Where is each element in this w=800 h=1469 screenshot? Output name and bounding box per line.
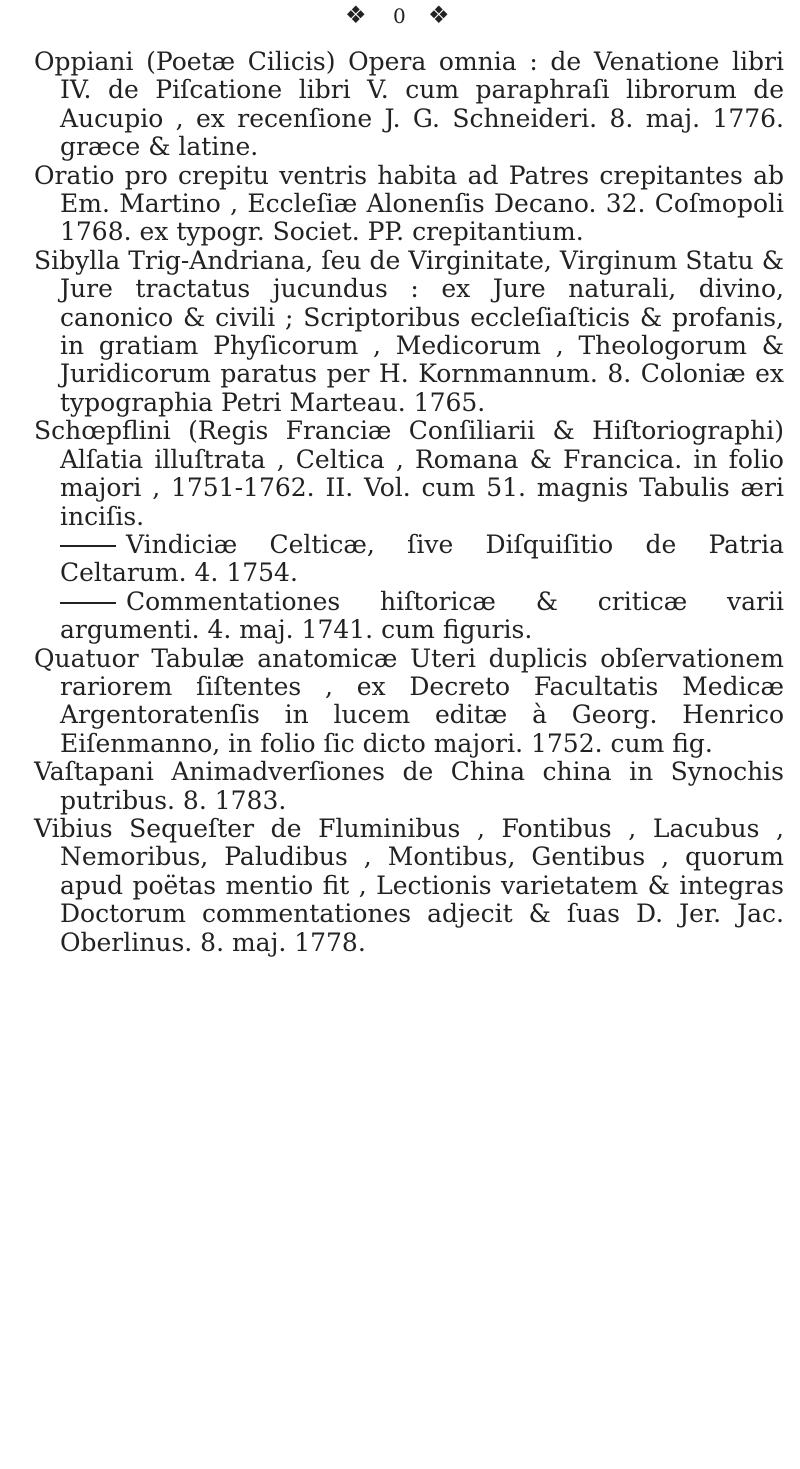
catalogue-entries (34, 48, 784, 957)
ditto-dash (60, 545, 116, 547)
catalogue-entry-vastapani: Vaſtapani Animadverſiones de China china in Synochis putribus. 8. 1783. (34, 757, 784, 815)
catalogue-entry-sibylla: Sibylla Trig-Andriana, ſeu de Virginitate, Virginum Statu & Jure tractatus jucundus : ex Jure naturali, divino, canonico & civili ; Scriptoribus eccleſiaſticis & profanis, in gratiam Phyſicorum , Medicorum , Theologorum & Juridicorum paratus per H. Kornmannum. 8. Coloniæ ex typographia Petri Marteau. 1765. (34, 245, 784, 417)
catalogue-entry-vindiciae-text: Vindiciæ Celticæ, ſive Diſquiſitio de Patria Celtarum. 4. 1754. (60, 529, 784, 588)
page-header (0, 0, 800, 42)
ornament-right-icon: ❖ (428, 1, 450, 29)
ditto-dash (60, 602, 116, 604)
catalogue-entry-quatuor-tabulae: Quatuor Tabulæ anatomicæ Uteri duplicis obſervationem rariorem ſiſtentes , ex Decreto Facultatis Medicæ Argentoratenſis in lucem editæ à Georg. Henrico Eiſenmanno, in folio ſic dicto majori. 1752. cum fig. (34, 643, 784, 758)
catalogue-entry-oppiani: Oppiani (Poetæ Cilicis) Opera omnia : de Venatione libri IV. de Piſcatione libri V. cum paraphraſi librorum de Aucupio , ex recenſione J. G. Schneideri. 8. maj. 1776. græce & latine. (34, 47, 784, 162)
catalogue-entry-schoepflini: Schœpflini (Regis Franciæ Conſiliarii & Hiſtoriographi) Alſatia illuſtrata , Celtica , Romana & Francica. in folio majori , 1751-1762. II. Vol. cum 51. magnis Tabulis æri inciſis. (34, 416, 784, 531)
catalogue-entry-commentationes (34, 588, 784, 645)
ornament-left-icon: ❖ (345, 1, 367, 29)
catalogue-entry-commentationes-text: Commentationes hiſtoricæ & criticæ varii argumenti. 4. maj. 1741. cum figuris. (60, 586, 784, 645)
catalogue-entry-oratio: Oratio pro crepitu ventris habita ad Patres crepitantes ab Em. Martino , Eccleſiæ Alonenſis Decano. 32. Coſmopoli 1768. ex typogr. Societ. PP. crepitantium. (34, 160, 784, 247)
catalogue-entry-vibius: Vibius Sequeſter de Fluminibus , Fontibus , Lacubus , Nemoribus, Paludibus , Montibus, Gentibus , quorum apud poëtas mentio fit , Lectionis varietatem & integras Doctorum commentationes adjecit & ſuas D. Jer. Jac. Oberlinus. 8. maj. 1778. (34, 813, 784, 957)
page-number: 0 (393, 4, 406, 28)
catalogue-entry-vindiciae (34, 531, 784, 588)
